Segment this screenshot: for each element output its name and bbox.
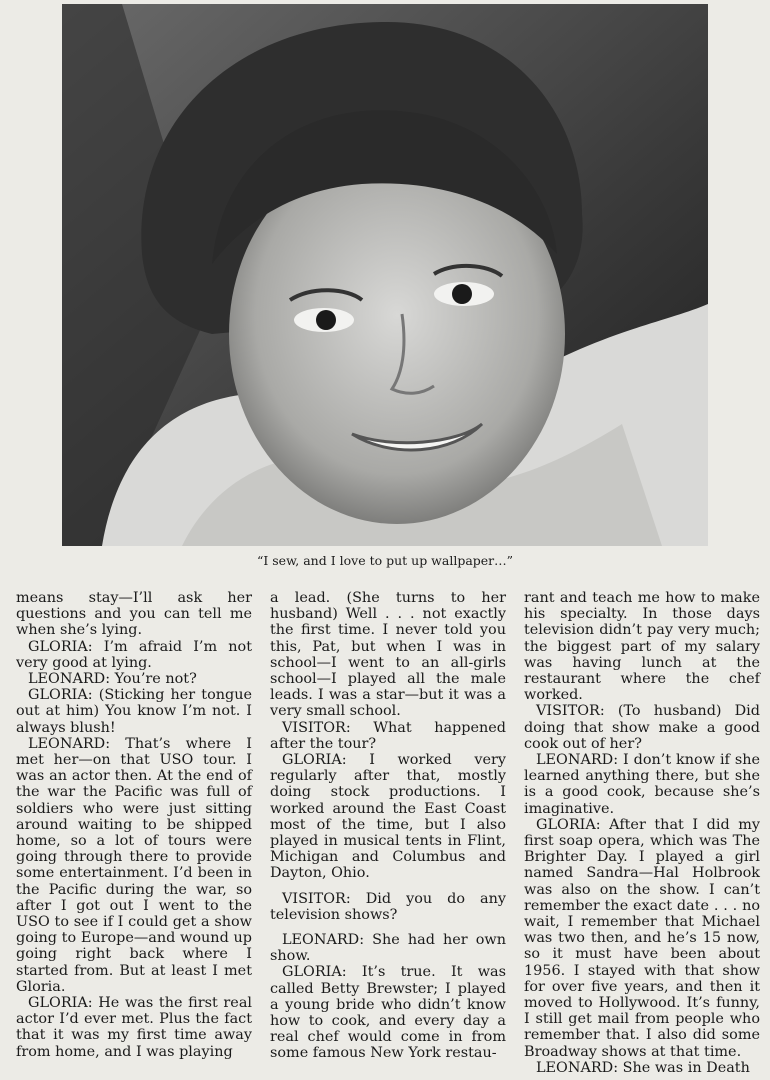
photo-caption: “I sew, and I love to put up wallpaper…” xyxy=(256,553,514,568)
portrait-photo xyxy=(62,4,708,546)
paragraph: GLORIA: It’s true. It was called Betty Brewster; I played a young bride who didn’t know how to cook, and every day a real chef would come in from some famous New York restau- xyxy=(270,964,506,1062)
paragraph: LEONARD: That’s where I met her—on that USO tour. I was an actor then. At the end of the war the Pacific was full of soldiers who were just sitting around waiting to be shipped home, so a lot of tours were going through there to provide some entertainment. I’d been in the Pacific during the war, so after I got out I went to the USO to see if I could get a show going to Europe—and wound up going right back where I started from. But at least I met Gloria. xyxy=(16,735,252,995)
paragraph: LEONARD: She was in Death xyxy=(536,1059,750,1076)
paragraph: GLORIA: I worked very regularly after that, mostly doing stock productions. I worked around the East Coast most of the time, but I also played in musical tents in Flint, Michigan and Columbus and Dayton, Ohio. xyxy=(270,752,506,882)
paragraph: means stay—I’ll ask her questions and you can tell me when she’s lying. xyxy=(16,590,252,639)
column-3 xyxy=(524,590,760,1080)
paragraph: VISITOR: Did you do any television shows? xyxy=(270,890,506,923)
paragraph: GLORIA: (Sticking her tongue out at him) You know I’m not. I always blush! xyxy=(16,687,252,736)
paragraph: VISITOR: (To husband) Did doing that show make a good cook out of her? xyxy=(524,703,760,752)
paragraph: GLORIA: He was the first real actor I’d ever met. Plus the fact that it was my first time away from home, and I was playing xyxy=(16,995,252,1060)
paragraph: rant and teach me how to make his specialty. In those days television didn’t pay very much; the biggest part of my salary was having lunch at the restaurant where the chef worked. xyxy=(524,590,760,704)
paragraph: GLORIA: I’m afraid I’m not very good at lying. xyxy=(16,638,252,671)
article-columns xyxy=(16,590,762,1080)
paragraph: LEONARD: I don’t know if she learned anything there, but she is a good cook, because she’s imaginative. xyxy=(524,752,760,817)
column-2 xyxy=(270,590,506,1080)
paragraph: LEONARD: You’re not? xyxy=(28,671,197,688)
paragraph: VISITOR: What happened after the tour? xyxy=(270,719,506,752)
column-1 xyxy=(16,590,252,1080)
paragraph: a lead. (She turns to her husband) Well . . . not exactly the first time. I never told you this, Pat, but when I was in school—I went to an all-girls school—I played all the male leads. I was a star—but it was a very small school. xyxy=(270,590,506,720)
paragraph: LEONARD: She had her own show. xyxy=(270,932,506,965)
portrait-illustration xyxy=(62,4,708,546)
paragraph: GLORIA: After that I did my first soap opera, which was The Brighter Day. I played a girl named Sandra—Hal Holbrook was also on the show. I can’t remember the exact date . . . no wait, I remember that Michael was two then, and he’s 15 now, so it must have been about 1956. I stayed with that show for over five years, and then it moved to Hollywood. It’s funny, I still get mail from people who remember that. I also did some Broadway shows at that time. xyxy=(524,816,760,1060)
